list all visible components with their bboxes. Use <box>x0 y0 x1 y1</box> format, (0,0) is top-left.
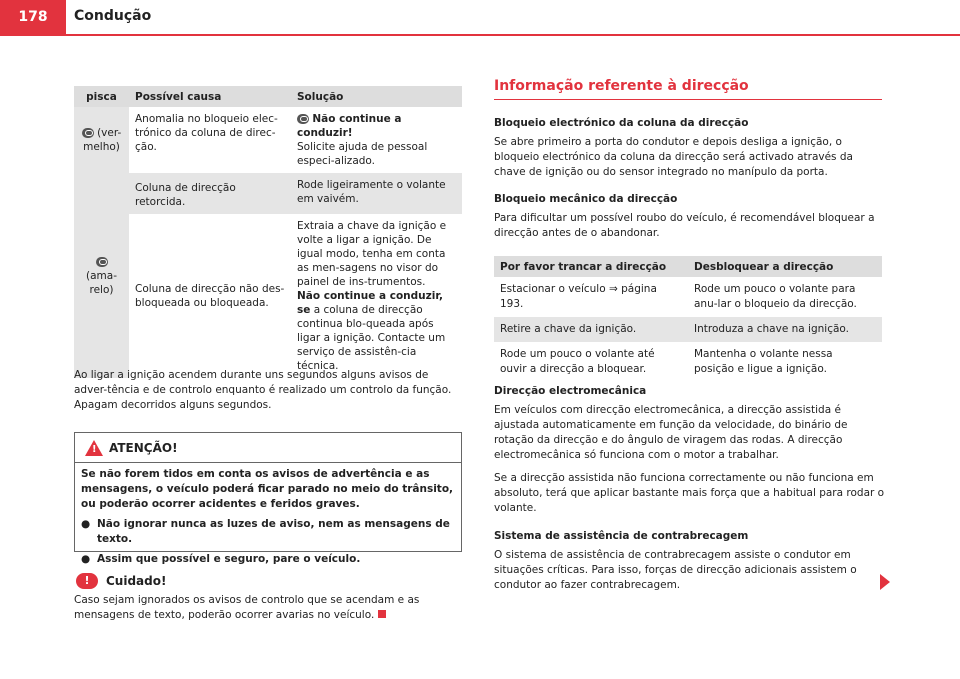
lamp-color: (ver- melho) <box>83 127 122 153</box>
electronic-lock-section <box>494 116 886 180</box>
section-text: Se a direcção assistida não funciona correctamente ou não funciona em absoluto, terá que aplicar bastante mais força que a habitual para rodar o volante. <box>494 472 885 514</box>
next-page-arrow-icon <box>880 574 890 590</box>
counter-brake-section <box>494 529 886 593</box>
warning-bullet: ● Assim que possível e seguro, pare o veículo. <box>81 553 361 565</box>
caution-text: Caso sejam ignorados os avisos de controlo que se acendam e as mensagens de texto, poderão ocorrer avarias no veículo. <box>74 594 420 621</box>
solution-bold: Não continue a conduzir, se <box>297 290 443 316</box>
solution-cell <box>291 214 462 378</box>
mechanical-lock-section <box>494 192 886 241</box>
cause-cell: Coluna de direcção não des-bloqueada ou bloqueada. <box>129 214 291 378</box>
warning-title: ATENÇÃO! <box>109 440 178 455</box>
page-number: 178 <box>0 0 66 34</box>
steering-lock-icon <box>96 257 108 267</box>
table-row <box>74 107 462 173</box>
warning-header <box>75 433 461 463</box>
section-heading: Bloqueio mecânico da direcção <box>494 193 678 205</box>
ignition-paragraph: Ao ligar a ignição acendem durante uns segundos alguns avisos de adver-tência e de controlo enquanto é realizado um controlo da função. Apagam decorridos alguns segundos. <box>74 369 452 411</box>
solution-text: Extraia a chave da ignição e volte a ligar a ignição. De igual modo, tenha em conta as men-sagens no visor do painel de ins-trumentos. <box>297 220 447 288</box>
steering-lock-icon <box>82 128 94 138</box>
table-row: Estacionar o veículo ⇒ página 193. Rode um pouco o volante para anu-lar o bloqueio da direcção. <box>500 283 857 310</box>
header-rule <box>0 34 960 36</box>
table-header: Desbloquear a direcção <box>688 256 882 277</box>
table-header: Possível causa <box>129 86 291 107</box>
table-row <box>74 214 462 378</box>
warning-triangle-icon: ! <box>85 440 103 456</box>
caution-note <box>74 571 466 623</box>
cause-cell: Anomalia no bloqueio elec-trónico da coluna de direc-ção. <box>129 107 291 173</box>
warning-box <box>74 432 462 565</box>
section-heading: Bloqueio electrónico da coluna da direcção <box>494 117 749 129</box>
cause-cell: Coluna de direcção retorcida. <box>129 173 291 214</box>
solution-cell <box>291 107 462 173</box>
section-heading: Sistema de assistência de contrabrecagem <box>494 530 749 542</box>
solution-tail: a coluna de direcção continua blo-queada após ligar a ignição. Contacte um serviço de assistên-cia técnica. <box>297 304 446 372</box>
solution-text: Solicite ajuda de pessoal especi-alizado. <box>297 141 428 167</box>
table-row: Retire a chave da ignição. Introduza a chave na ignição. <box>494 317 882 342</box>
warning-text: Se não forem tidos em conta os avisos de advertência e as mensagens, o veículo poderá ficar parado no meio do trânsito, ou poderão ocorrer acidentes e feridos graves. <box>81 468 454 510</box>
table-header: Por favor trancar a direcção <box>494 256 688 277</box>
section-text: Em veículos com direcção electromecânica, a direcção assistida é ajustada automaticamente em função da velocidade, do binário de rotação da direcção e do ângulo de viragem das rodas. A direcção electromecânica só funciona com o motor a trabalhar. <box>494 404 848 461</box>
caution-title: Cuidado! <box>106 574 167 588</box>
table-row: Rode um pouco o volante até ouvir a direcção a bloquear. Mantenha o volante nessa posição e ligue a ignição. <box>500 348 833 375</box>
section-text: O sistema de assistência de contrabrecagem assiste o condutor em situações críticas. Para isso, forças de direcção adicionais assistem o condutor ao fazer contrabrecagem. <box>494 549 857 591</box>
steering-lock-icon <box>297 114 309 124</box>
section-text: Se abre primeiro a porta do condutor e depois desliga a ignição, o bloqueio electrónico da coluna da direcção será activado através da chave de ignição ou do sensor integrado no manípulo da porta. <box>494 136 853 178</box>
lock-unlock-table <box>494 256 882 382</box>
section-title: Informação referente à direcção <box>494 78 882 100</box>
lamp-color: (ama- relo) <box>86 269 117 296</box>
solution-bold: Não continue a conduzir! <box>297 113 402 139</box>
table-header: pisca <box>74 86 129 107</box>
warning-bullet: ● Não ignorar nunca as luzes de aviso, nem as mensagens de texto. <box>81 518 450 545</box>
section-heading: Direcção electromecânica <box>494 385 647 397</box>
table-header: Solução <box>291 86 462 107</box>
warning-lamp-table <box>74 86 462 378</box>
caution-icon: ! <box>76 573 98 589</box>
section-text: Para dificultar um possível roubo do veículo, é recomendável bloquear a direcção antes de o abandonar. <box>494 212 875 239</box>
electromechanical-section <box>494 384 886 516</box>
solution-cell: Rode ligeiramente o volante em vaivém. <box>291 173 462 214</box>
end-marker-icon <box>378 610 386 618</box>
chapter-title: Condução <box>74 8 152 24</box>
table-row <box>74 173 462 214</box>
